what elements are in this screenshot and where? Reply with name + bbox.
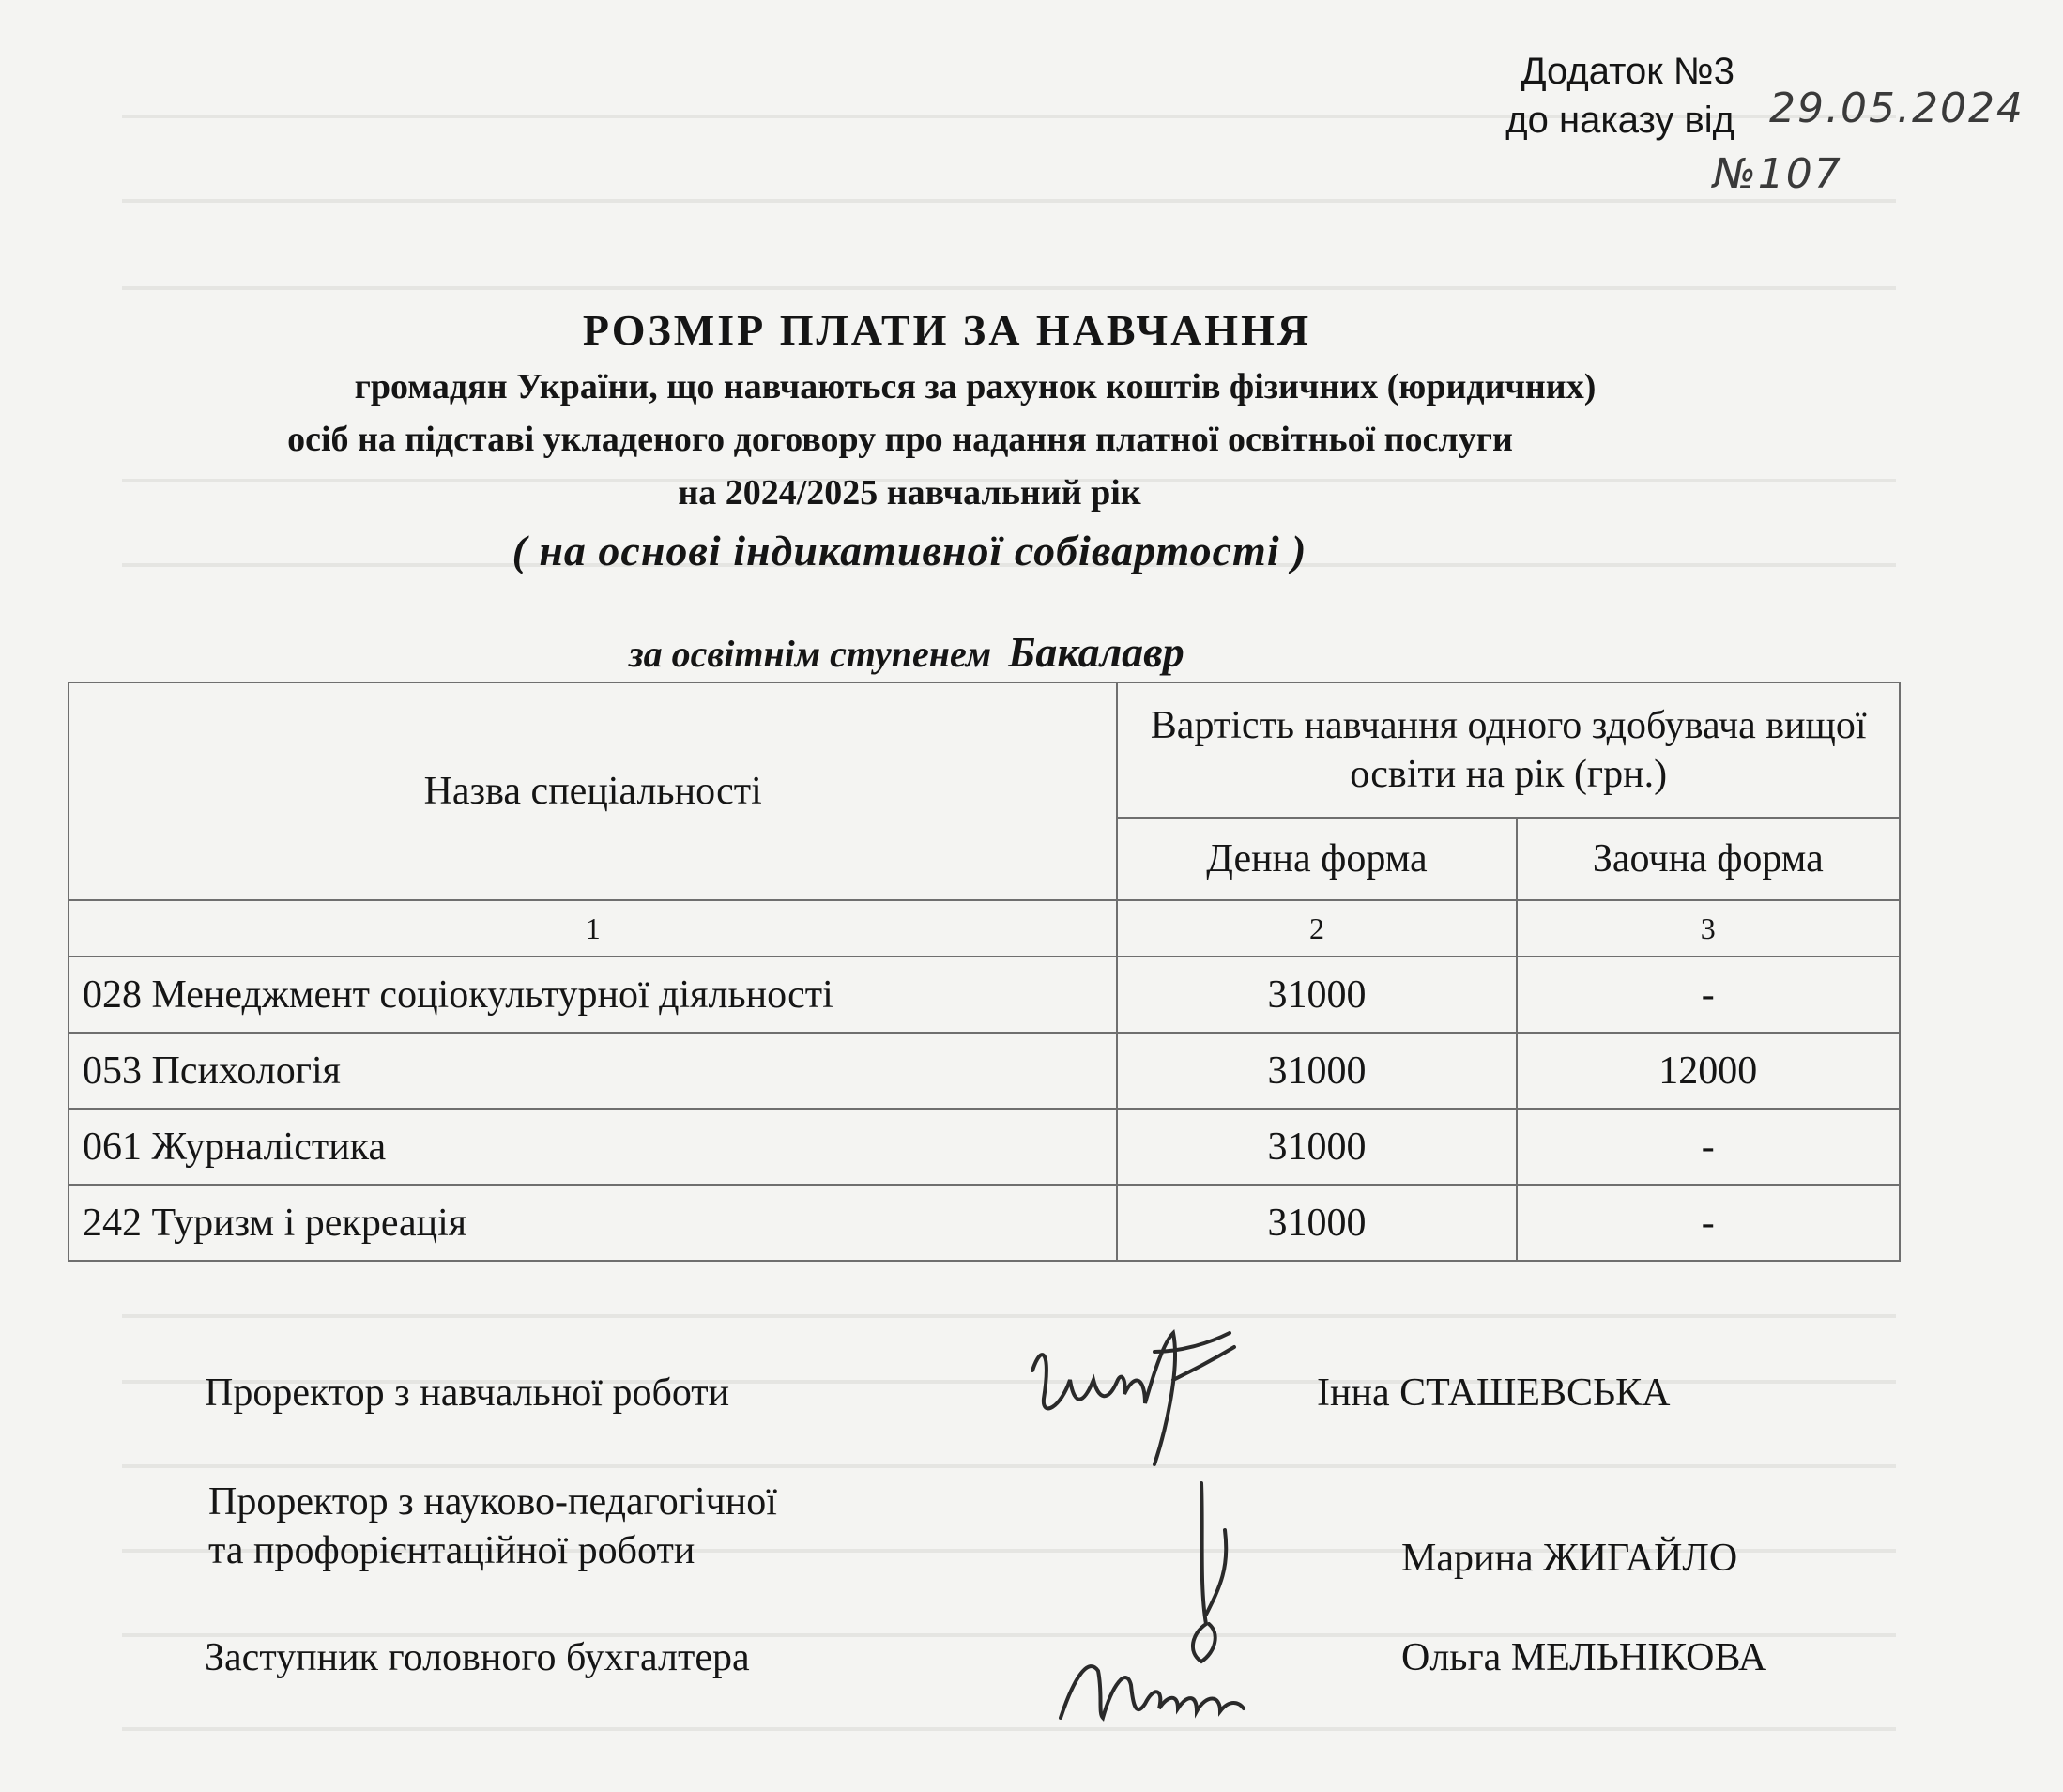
title-note: ( на основі індикативної собівартості )	[512, 527, 1307, 574]
extramural-cost: -	[1517, 957, 1900, 1033]
bleed-through-line	[122, 199, 1896, 203]
degree-value: Бакалавр	[1008, 628, 1184, 676]
day-form-cost: 31000	[1117, 1033, 1516, 1109]
title-line-1: громадян України, що навчаються за рахунок коштів фізичних (юридичних)	[354, 367, 1597, 406]
bleed-through-line	[122, 1727, 1896, 1731]
bleed-through-line	[122, 286, 1896, 290]
annex-title: Додаток №3	[1521, 51, 1734, 92]
title-line-2: осіб на підставі укладеного договору про надання платної освітньої послуги	[287, 420, 1513, 459]
degree-line	[629, 627, 1184, 677]
annex-number	[1713, 150, 1842, 200]
table-header-row	[69, 682, 1900, 818]
header-specialty: Назва спеціальності	[69, 682, 1117, 900]
signatory-position: Заступник головного бухгалтера	[205, 1636, 750, 1679]
signatory-name: Ольга МЕЛЬНІКОВА	[1401, 1636, 1767, 1679]
bleed-through-line	[122, 1464, 1896, 1468]
position-line: Проректор з науково-педагогічної	[208, 1480, 777, 1524]
signature-melnikova	[1047, 1629, 1262, 1741]
specialty-name: 061 Журналістика	[69, 1109, 1117, 1185]
position-line: та профорієнтаційної роботи	[208, 1529, 695, 1572]
column-number: 2	[1117, 900, 1516, 957]
signatory-name: Марина ЖИГАЙЛО	[1401, 1537, 1738, 1580]
annex-date	[1769, 84, 2025, 134]
header-cost: Вартість навчання одного здобувача вищої освіти на рік (грн.)	[1117, 682, 1900, 818]
fee-table	[68, 682, 1901, 1262]
specialty-name: 028 Менеджмент соціокультурної діяльності	[69, 957, 1117, 1033]
table-row	[69, 957, 1900, 1033]
signatory-position: Проректор з навчальної роботи	[205, 1371, 730, 1415]
bleed-through-line	[122, 1314, 1896, 1318]
extramural-cost: -	[1517, 1185, 1900, 1261]
extramural-cost: -	[1517, 1109, 1900, 1185]
handwritten-number: №107	[1713, 150, 1842, 198]
signatory-name: Інна СТАШЕВСЬКА	[1317, 1371, 1671, 1415]
day-form-cost: 31000	[1117, 1109, 1516, 1185]
day-form-cost: 31000	[1117, 957, 1516, 1033]
signature-stashevska	[1014, 1314, 1248, 1474]
column-number: 3	[1517, 900, 1900, 957]
day-form-cost: 31000	[1117, 1185, 1516, 1261]
table-row	[69, 1185, 1900, 1261]
document-title: РОЗМІР ПЛАТИ ЗА НАВЧАННЯ	[582, 306, 1312, 354]
table-row	[69, 1033, 1900, 1109]
table-row	[69, 1109, 1900, 1185]
extramural-cost: 12000	[1517, 1033, 1900, 1109]
specialty-name: 053 Психологія	[69, 1033, 1117, 1109]
annex-order-label: до наказу від	[1505, 100, 1734, 141]
column-number-row	[69, 900, 1900, 957]
header-extramural-form: Заочна форма	[1517, 818, 1900, 900]
header-day-form: Денна форма	[1117, 818, 1516, 900]
signatory-position	[208, 1478, 777, 1575]
degree-prefix: за освітнім ступенем	[629, 633, 992, 675]
annex-header	[1505, 47, 1734, 145]
title-line-3: на 2024/2025 навчальний рік	[678, 473, 1141, 513]
column-number: 1	[69, 900, 1117, 957]
handwritten-date: 29.05.2024	[1769, 84, 2025, 132]
specialty-name: 242 Туризм і рекреація	[69, 1185, 1117, 1261]
